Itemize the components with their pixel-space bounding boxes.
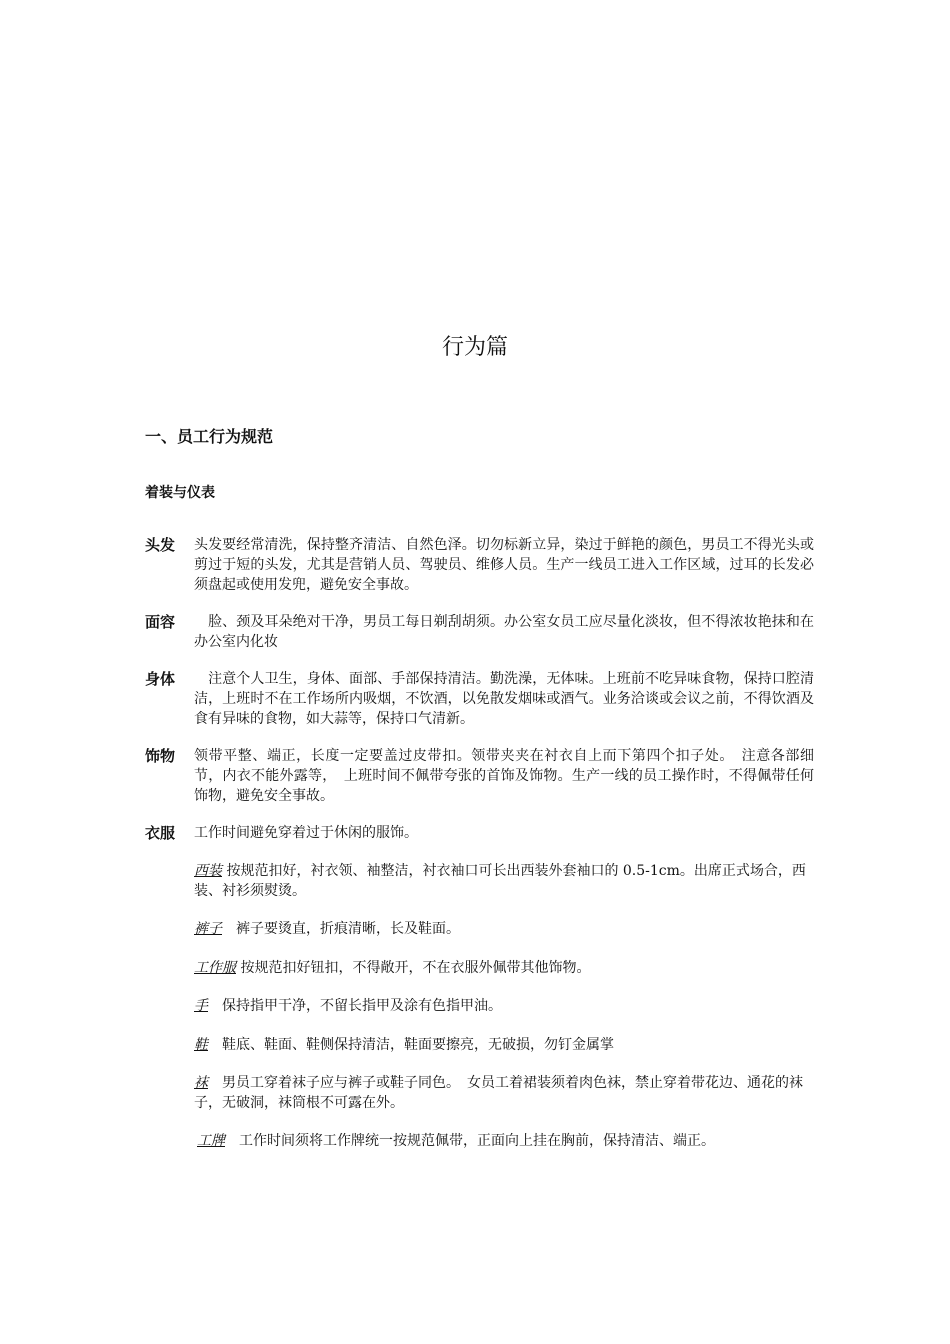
subsection-heading: 着装与仪表 — [145, 485, 215, 501]
rule-text: 注意个人卫生，身体、面部、手部保持清洁。勤洗澡，无体味。上班前不吃异味食物，保持口腔清洁，上班时不在工作场所内吸烟，不饮酒，以免散发烟味或酒气。业务洽谈或会议之前，不得饮酒及食有异味的食物，如大蒜等，保持口气清新。 — [194, 671, 814, 727]
rule-body — [145, 669, 825, 729]
rule-text: 脸、颈及耳朵绝对干净，男员工每日剃刮胡须。办公室女员工应尽量化淡妆，但不得浓妆艳抹和在办公室内化妆 — [194, 614, 814, 650]
clothing-badge — [197, 1131, 817, 1151]
rule-hair — [145, 535, 825, 595]
clothing-trousers — [194, 919, 814, 939]
clothing-text: 男员工穿着袜子应与裤子或鞋子同色。 女员工着裙装须着肉色袜，禁止穿着带花边、通花的袜子，无破洞，袜筒根不可露在外。 — [194, 1075, 803, 1111]
clothing-name: 袜 — [194, 1075, 208, 1091]
rule-text: 头发要经常清洗，保持整齐清洁、自然色泽。切勿标新立异，染过于鲜艳的颜色，男员工不得光头或剪过于短的头发，尤其是营销人员、驾驶员、维修人员。生产一线员工进入工作区域，过耳的长发必须盘起或使用发兜，避免安全事故。 — [194, 537, 814, 593]
clothing-socks — [194, 1073, 814, 1113]
clothing-name: 裤子 — [194, 921, 222, 937]
rule-text: 领带平整、端正，长度一定要盖过皮带扣。领带夹夹在衬衣自上而下第四个扣子处。 注意各部细节，内衣不能外露等， 上班时间不佩带夸张的首饰及饰物。生产一线的员工操作时，不得佩带任何饰物，避免安全事故。 — [194, 748, 814, 804]
clothing-name: 西装 — [194, 863, 222, 879]
rule-accessories — [145, 746, 825, 806]
rule-clothing — [145, 823, 825, 843]
clothing-name: 鞋 — [194, 1037, 208, 1053]
rule-text: 工作时间避免穿着过于休闲的服饰。 — [194, 825, 418, 841]
clothing-text: 按规范扣好钮扣，不得敞开，不在衣服外佩带其他饰物。 — [236, 960, 591, 976]
clothing-name: 工作服 — [194, 960, 236, 976]
clothing-suit — [194, 861, 814, 901]
rule-label: 身体 — [145, 670, 176, 688]
clothing-shoes — [194, 1035, 814, 1055]
clothing-uniform — [194, 958, 814, 978]
clothing-name: 工牌 — [197, 1133, 225, 1149]
clothing-text: 鞋底、鞋面、鞋侧保持清洁，鞋面要擦亮，无破损，勿钉金属掌 — [208, 1037, 614, 1053]
clothing-hands — [194, 996, 814, 1016]
clothing-text: 按规范扣好，衬衣领、袖整洁，衬衣袖口可长出西装外套袖口的 0.5-1cm。出席正式场合，西装、衬衫须熨烫。 — [194, 863, 806, 899]
rule-label: 衣服 — [145, 824, 176, 842]
rule-label: 头发 — [145, 536, 176, 554]
rule-label: 面容 — [145, 613, 176, 631]
rule-face — [145, 612, 825, 652]
clothing-text: 裤子要烫直，折痕清晰，长及鞋面。 — [222, 921, 460, 937]
clothing-text: 工作时间须将工作牌统一按规范佩带，正面向上挂在胸前，保持清洁、端正。 — [225, 1133, 715, 1149]
rule-label: 饰物 — [145, 747, 176, 765]
clothing-name: 手 — [194, 998, 208, 1014]
clothing-text: 保持指甲干净，不留长指甲及涂有色指甲油。 — [208, 998, 502, 1014]
section-heading: 一、员工行为规范 — [145, 427, 274, 446]
page-title: 行为篇 — [441, 335, 508, 360]
